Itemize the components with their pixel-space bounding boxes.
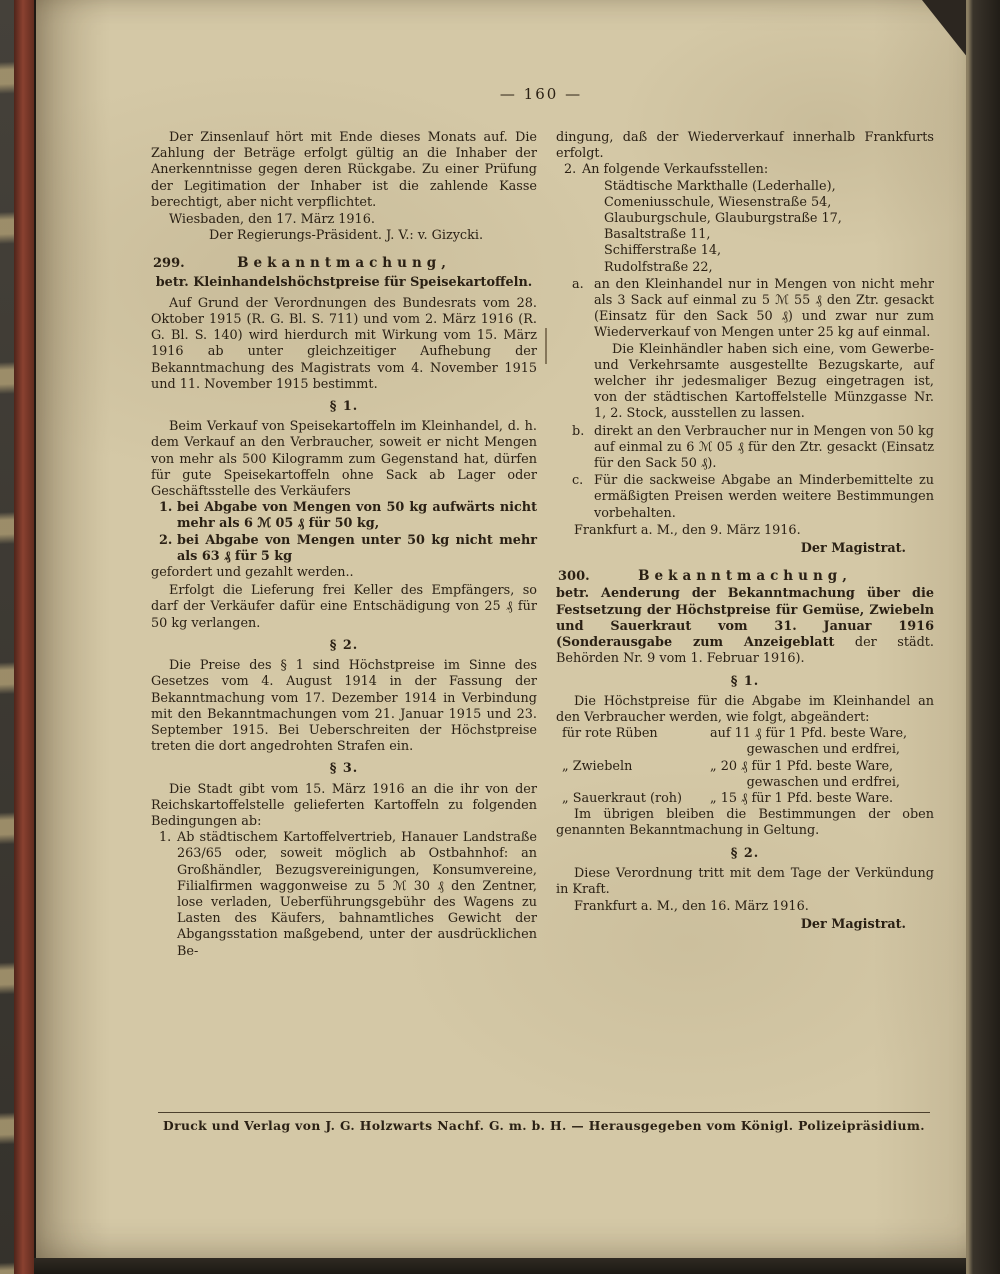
price-row-zwiebeln — [556, 759, 934, 775]
store-list — [556, 179, 934, 276]
store-item: Glauburgschule, Glauburgstraße 17, — [604, 211, 842, 227]
price-item-value: auf 11 ₰ für 1 Pfd. beste Ware, — [710, 726, 908, 742]
paragraph-zinsenlauf: Der Zinsenlauf hört mit Ende dieses Monats auf. Die Zahlung der Beträge erfolgt gültig an die Inhaber der Anerkenntnisse gegen deren Rückgabe. Zu einer Prüfung der Legitimation der Inhaber ist die zahlende Kasse berechtigt, aber nicht verpflichtet. — [151, 130, 537, 210]
price-row-rueben — [556, 726, 934, 742]
list-item-2-number: 2. — [159, 532, 173, 548]
section-2-mark-300: § 2. — [730, 845, 760, 861]
paragraph-rechtsgrundlage: Auf Grund der Verordnungen des Bundesrats vom 28. Oktober 1915 (R. G. Bl. S. 711) und vom 2. März 1916 (R. G. Bl. S. 140) wird hierdurch mit Wirkung vom 15. März 1916 ab unter gleichzeitiger Aufhebung der Bekanntmachung des Magistrats vom 4. November 1915 und 11. November 1915 bestimmt. — [151, 295, 537, 392]
list-item-1-text: bei Abgabe von Mengen von 50 kg aufwärts nicht mehr als 6 ℳ 05 ₰ für 50 kg, — [177, 500, 537, 532]
gazette-page — [36, 0, 966, 1258]
price-item-label: „ Sauerkraut (roh) — [562, 790, 683, 806]
paragraph-geltung: Im übrigen bleiben die Bestimmungen der oben genannten Bekanntmachung in Geltung. — [556, 807, 934, 839]
sub-item-b-text: direkt an den Verbraucher nur in Mengen von 50 kg auf einmal zu 6 ℳ 05 ₰ für den Ztr. gesackt (Einsatz für den Sack 50 ₰). — [594, 423, 934, 472]
right-column — [556, 130, 934, 934]
signature-regierungspraesident: Der Regierungs-Präsident. J. V.: v. Gizycki. — [209, 228, 484, 244]
sub-item-c-text: Für die sackweise Abgabe an Minderbemittelte zu ermäßigten Preisen werden weitere Bestimmungen vorbehalten. — [594, 473, 934, 521]
list-item-2-text: bei Abgabe von Mengen unter 50 kg nicht mehr als 63 ₰ für 5 kg — [177, 532, 537, 564]
section-1-mark: § 1. — [329, 399, 359, 415]
list-item-verkaufsstellen-number: 2. — [564, 162, 577, 178]
list-item-verkaufsstellen — [556, 162, 934, 178]
dateline-frankfurt-16: Frankfurt a. M., den 16. März 1916. — [574, 899, 809, 915]
notice-300-number: 300. — [558, 569, 590, 585]
list-item-vertrieb-number: 1. — [159, 830, 172, 846]
sub-item-a-letter: a. — [572, 276, 584, 292]
imprint-footer — [158, 1112, 930, 1134]
book-bottom-edge — [34, 1258, 966, 1274]
book-left-edge — [0, 0, 14, 1274]
paragraph-s1: Beim Verkauf von Speisekartoffeln im Kleinhandel, d. h. dem Verkauf an den Verbraucher, soweit er nicht Mengen von mehr als 500 Kilogramm zum Gegenstand hat, dürfen für gute Speisekartoffeln ohne Sack ab Lager oder Geschäftsstelle des Verkäufers — [151, 419, 537, 500]
store-item: Comeniusschule, Wiesenstraße 54, — [604, 194, 832, 210]
notice-300-subtitle-main: betr. Aenderung der Bekanntmachung über die Festsetzung der Höchstpreise für Gemüse, Zwiebeln und Sauerkraut vom 31. Januar 1916 (Sonderausgabe zum Anzeigeblatt — [556, 586, 934, 651]
notice-300-subtitle-rest: der städt. Behörden Nr. 9 vom 1. Februar 1916). — [556, 635, 934, 667]
store-item: Rudolfstraße 22, — [604, 259, 713, 275]
paragraph-s1-close: gefordert und gezahlt werden.. — [151, 565, 354, 581]
price-item-value: „ 15 ₰ für 1 Pfd. beste Ware. — [710, 790, 894, 806]
notice-299-number: 299. — [153, 256, 185, 272]
price-item-label: „ Zwiebeln — [562, 758, 633, 774]
notice-300-title: Bekanntmachung, — [638, 568, 852, 585]
column-divider-mark — [545, 328, 547, 364]
dateline-wiesbaden: Wiesbaden, den 17. März 1916. — [169, 212, 375, 228]
sub-item-a-text: an den Kleinhandel nur in Mengen von nicht mehr als 3 Sack auf einmal zu 5 ℳ 55 ₰ den Ztr. gesackt (Einsatz für den Sack 50 ₰) und zwar nur zum Wiederverkauf von Mengen unter 25 kg auf einmal. — [594, 276, 934, 341]
sub-item-b-letter: b. — [572, 423, 585, 439]
store-item: Basaltstraße 11, — [604, 227, 711, 243]
list-item-1 — [151, 500, 537, 532]
notice-299-title: Bekanntmachung, — [237, 255, 451, 272]
book-right-edge — [966, 0, 1000, 1274]
notice-299-heading — [151, 255, 537, 271]
paragraph-lieferung: Erfolgt die Lieferung frei Keller des Empfängers, so darf der Verkäufer dafür eine Entschädigung von 25 ₰ für 50 kg verlangen. — [151, 583, 537, 631]
price-row-rueben-continuation: gewaschen und erdfrei, — [746, 742, 900, 758]
paragraph-continuation: dingung, daß der Wiederverkauf innerhalb Frankfurts erfolgt. — [556, 130, 934, 162]
paragraph-s1-300: Die Höchstpreise für die Abgabe im Kleinhandel an den Verbraucher werden, wie folgt, abgeändert: — [556, 693, 934, 725]
section-2-mark: § 2. — [329, 637, 359, 653]
paragraph-s2: Die Preise des § 1 sind Höchstpreise im Sinne des Gesetzes vom 4. August 1914 in der Fassung der Bekanntmachung vom 17. Dezember 1914 in Verbindung mit den Bekanntmachungen vom 21. Januar 1915 und 23. September 1915. Bei Ueberschreiten der Höchstpreise treten die dort angedrohten Strafen ein. — [151, 658, 537, 755]
price-item-label: für rote Rüben — [562, 726, 658, 742]
price-row-sauerkraut — [556, 791, 934, 807]
sub-item-c-letter: c. — [572, 473, 584, 489]
store-item: Schifferstraße 14, — [604, 243, 722, 259]
section-3-mark: § 3. — [329, 761, 359, 777]
signature-magistrat-1: Der Magistrat. — [800, 541, 906, 557]
notice-300-subtitle — [556, 586, 934, 667]
list-item-verkaufsstellen-text: An folgende Verkaufsstellen: — [582, 162, 769, 178]
left-column — [151, 130, 537, 960]
list-item-1-number: 1. — [159, 500, 173, 516]
notice-300-heading — [556, 568, 934, 584]
list-item-2 — [151, 533, 537, 565]
section-1-mark-300: § 1. — [730, 673, 760, 689]
paragraph-bezugskarte: Die Kleinhändler haben sich eine, vom Gewerbe- und Verkehrsamte ausgestellte Bezugskarte, auf welcher ihr jedesmaliger Bezug eingetragen ist, von der städtischen Kartoffelstelle Münzgasse Nr. 1, 2. Stock, ausstellen zu lassen. — [594, 341, 934, 422]
dateline-frankfurt-9: Frankfurt a. M., den 9. März 1916. — [574, 522, 801, 538]
paragraph-s3: Die Stadt gibt vom 15. März 1916 an die ihr von der Reichskartoffelstelle gelieferten Kartoffeln zu folgenden Bedingungen ab: — [151, 781, 537, 829]
notice-299-subtitle: betr. Kleinhandelshöchstpreise für Speisekartoffeln. — [155, 274, 533, 290]
signature-magistrat-2: Der Magistrat. — [800, 917, 906, 933]
sub-item-a — [556, 277, 934, 342]
imprint-text: Druck und Verlag von J. G. Holzwarts Nachf. G. m. b. H. — Herausgegeben vom Königl. Polizeipräsidium. — [163, 1118, 925, 1133]
list-item-vertrieb — [151, 830, 537, 960]
sub-item-b — [556, 424, 934, 473]
list-item-vertrieb-text: Ab städtischem Kartoffelvertrieb, Hanauer Landstraße 263/65 oder, soweit möglich ab Ostbahnhof: an Großhändler, Bezugsvereinigungen, Konsumvereine, Filialfirmen waggonweise zu 5 ℳ 30 ₰ den Zentner, lose verladen, Ueberführungsgebühr des Wagens zu Lasten des Käufers, bahnamtliches Gewicht der Abgangsstation maßgebend, unter der ausdrücklichen Be- — [177, 830, 537, 959]
page-number: — 160 — — [499, 85, 583, 103]
store-item: Städtische Markthalle (Lederhalle), — [604, 178, 836, 194]
price-item-value: „ 20 ₰ für 1 Pfd. beste Ware, — [710, 758, 894, 774]
sub-item-c — [556, 473, 934, 522]
binding-strip — [14, 0, 36, 1274]
paragraph-s2-300: Diese Verordnung tritt mit dem Tage der Verkündung in Kraft. — [556, 865, 934, 897]
price-row-zwiebeln-continuation: gewaschen und erdfrei, — [746, 774, 900, 790]
